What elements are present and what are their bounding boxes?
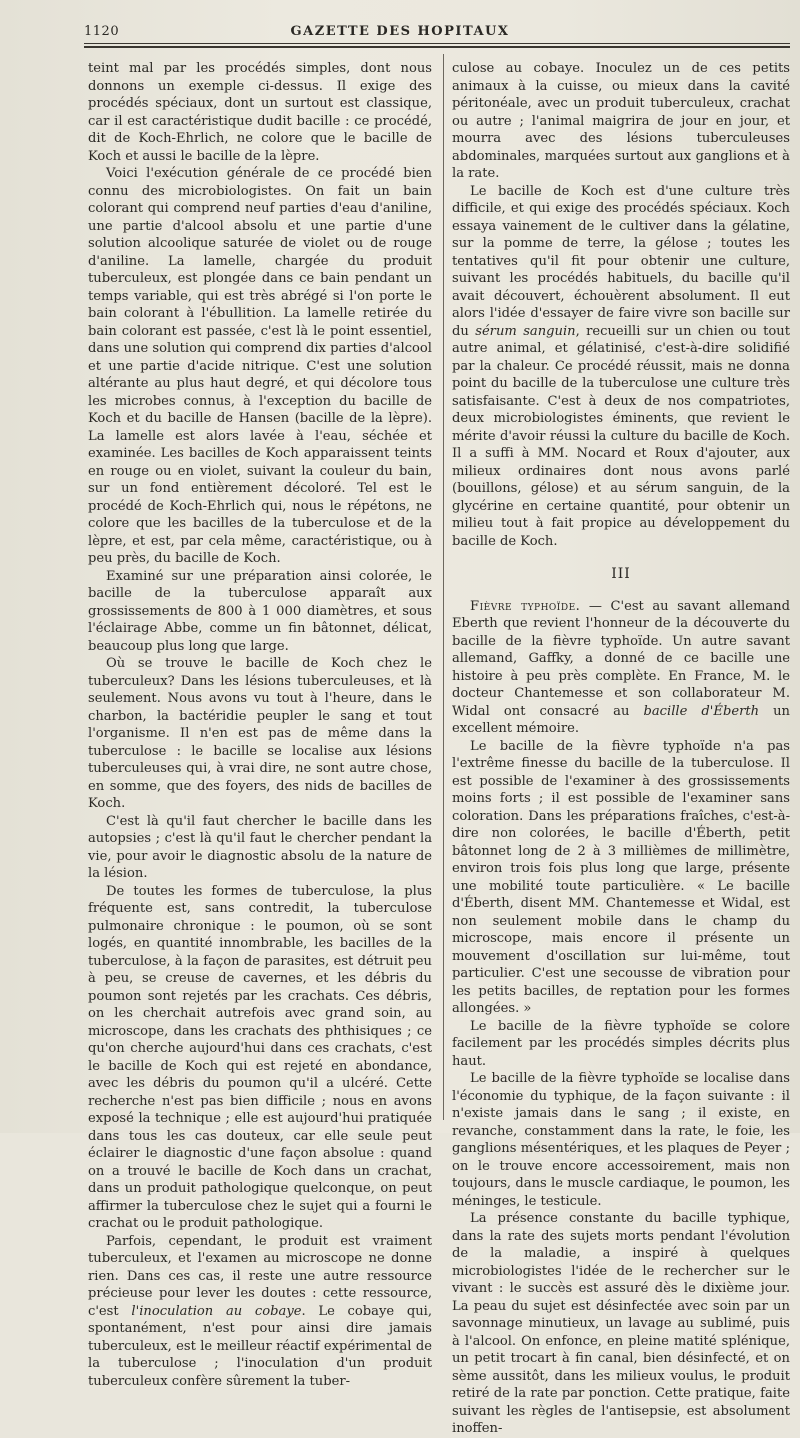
page-header [0, 0, 800, 48]
paragraph: Voici l'exécution générale de ce procédé bien connu des microbiologistes. On fait un bain colorant qui comprend neuf parties d'eau d'aniline, une partie d'alcool absolu et une partie d'une solution alcoolique saturée de violet ou de rouge d'aniline. La lamelle, chargée du produit tuberculeux, est plongée dans ce bain pendant un temps variable, qui est très abrégé si l'on porte le bain colorant à l'ébullition. La lamelle retirée du bain colorant est passée, c'est là le point essentiel, dans une solution qui comprend dix parties d'alcool et une partie d'acide nitrique. C'est une solution altérante au plus haut degré, et qui décolore tous les microbes connus, à l'exception du bacille de Koch et du bacille de Hansen (bacille de la lèpre). La lamelle est alors lavée à l'eau, séchée et examinée. Les bacilles de Koch apparaissent teints en rouge ou en violet, suivant la couleur du bain, sur un fond entièrement décoloré. Tel est le procédé de Koch-Ehrlich qui, nous le répétons, ne colore que les bacilles de la tuberculose et de la lèpre, et est, par cela même, caractéristique, ou à peu près, du bacille de Koch. [88, 166, 432, 566]
section-number: III [611, 566, 631, 582]
paragraph: C'est là qu'il faut chercher le bacille dans les autopsies ; c'est là qu'il faut le chercher pendant la vie, pour avoir le diagnostic absolu de la nature de la lésion. [88, 813, 432, 881]
paragraph: Le bacille de la fièvre typhoïde se localise dans l'économie du typhique, de la façon suivante : il n'existe jamais dans le sang ; il existe, en revanche, constamment dans la rate, le foie, les ganglions mésentériques, et les plaques de Peyer ; on le trouve encore accessoirement, mais non toujours, dans le muscle cardiaque, le poumon, les méninges, le testicule. [452, 1071, 790, 1209]
text-run: , recueilli sur un chien ou tout autre animal, et gélatinisé, c'est-à-dire solidifié par la chaleur. Ce procédé réussit, mais ne donna point du bacille de la tuberculose une culture très satisfaisante. C'est à deux de nos compatriotes, deux microbiologistes éminents, que revient le mérite d'avoir réussi la culture du bacille de Koch. Il a suffi à MM. Nocard et Roux d'ajouter, aux milieux ordinaires dont nous avons parlé (bouillons, gélose) et au sérum sanguin, de la glycérine en certaine quantité, pour obtenir un milieu tout à fait propice au développement du bacille de Koch. [452, 323, 790, 549]
text-run: — C'est au savant allemand Eberth que revient l'honneur de la découverte du bacille de la fièvre typhoïde. Un autre savant allemand, Gaffky, a donné de ce bacille une histoire à peu près complète. En France, M. le docteur Chantemesse et son collaborateur M. Widal ont consacré au [452, 598, 790, 719]
paragraph: La présence constante du bacille typhique, dans la rate des sujets morts pendant l'évolution de la maladie, a inspiré à quelques microbiologistes l'idée de le rechercher sur le vivant : le succès est assuré dès le dixième jour. La peau du sujet est désinfectée avec soin par un savonnage minutieux, un lavage au sublimé, puis à l'alcool. On enfonce, en pleine matité splénique, un petit trocart à fin canal, bien désinfecté, et on sème aussitôt, dans les milieux voulus, le produit retiré de la rate par ponction. Cette pratique, faite suivant les règles de l'antisepsie, est absolument inoffen- [452, 1211, 790, 1436]
section-lead: Fièvre typhoïde. [470, 598, 581, 614]
paragraph: Le bacille de la fièvre typhoïde n'a pas l'extrême finesse du bacille de la tuberculose. Il est possible de l'examiner à des grossissements moins forts ; il est possible de l'examiner sans coloration. Dans les préparations fraîches, c'est-à-dire non colorées, le bacille d'Éberth, petit bâtonnet long de 2 à 3 millièmes de millimètre, environ trois fois plus long que large, présente une mobilité toute particulière. « Le bacille d'Éberth, disent MM. Chantemesse et Widal, est non seulement mobile dans le champ du microscope, mais encore il présente un mouvement d'oscillation sur lui-même, tout particulier. C'est une secousse de vibration pour les petits bacilles, de reptation pour les formes allongées. » [452, 738, 790, 1016]
paragraph: teint mal par les procédés simples, dont nous donnons un exemple ci-dessus. Il exige des procédés spéciaux, dont un surtout est classique, car il est caractéristique dudit bacille : ce procédé, dit de Koch-Ehrlich, ne colore que le bacille de Koch et aussi le bacille de la lèpre. [88, 61, 432, 164]
italic-term: l'inoculation au cobaye [131, 1303, 302, 1319]
italic-term: bacille d'Éberth [643, 703, 760, 719]
header-rule [84, 43, 790, 44]
paragraph [452, 598, 790, 738]
text-run: Le bacille de Koch est d'une culture très difficile, et qui exige des procédés spéciaux. Koch essaya vainement de le cultiver dans la gélatine, sur la pomme de terre, la gélose ; toutes les tentatives qu'il fit pour obtenir une culture, suivant les procédés habituels, du bacille qu'il avait découvert, échouèrent absolument. Il eut alors l'idée d'essayer de faire vivre son bacille sur du [452, 183, 790, 339]
text-run: . Le cobaye qui, spontanément, n'est pour ainsi dire jamais tuberculeux, est le meilleur réactif expérimental de la tuberculose ; l'inoculation d'un produit tuberculeux confère sûrement la tuber- [88, 1303, 433, 1389]
journal-title: GAZETTE DES HOPITAUX [290, 24, 510, 39]
paragraph: Où se trouve le bacille de Koch chez le tuberculeux? Dans les lésions tuberculeuses, et là seulement. Nous avons vu tout à l'heure, dans le charbon, la bactéridie peupler le sang et tout l'organisme. Il n'en est pas de même dans la tuberculose : le bacille se localise aux lésions tuberculeuses qui, à vrai dire, ne sont autre chose, en somme, que des foyers, des nids de bacilles de Koch. [88, 656, 432, 811]
header-rule-thick [84, 46, 790, 48]
left-column [88, 60, 433, 1389]
italic-term: sérum sanguin [475, 323, 576, 339]
paragraph: De toutes les formes de tuberculose, la plus fréquente est, sans contredit, la tuberculose pulmonaire chronique : le poumon, où se sont logés, en quantité innombrable, les bacilles de la tuberculose, à la façon de parasites, est détruit peu à peu, se creuse de cavernes, et les débris du poumon sont rejetés par les crachats. Ces débris, on les cherchait autrefois avec grand soin, au microscope, dans les crachats des phthisiques ; ce qu'on cherche aujourd'hui dans ces crachats, c'est le bacille de Koch qui est rejeté en abondance, avec les débris du poumon qu'il a ulcéré. Cette recherche n'est pas bien difficile ; nous en avons exposé la technique ; elle est aujourd'hui pratiquée dans tous les cas douteux, car elle seule peut éclairer le diagnostic d'une façon absolue : quand on a trouvé le bacille de Koch dans un crachat, dans un produit pathologique quelconque, on peut affirmer la tuberculose chez le sujet qui a fourni le crachat ou le produit pathologique. [88, 883, 432, 1231]
page-number: 1120 [84, 24, 120, 39]
text-run: un excellent mémoire. [452, 703, 790, 736]
column-divider [443, 54, 444, 1120]
right-column [452, 60, 790, 1436]
text-run: Parfois, cependant, le produit est vraiment tuberculeux, et l'examen au microscope ne donne rien. Dans ces cas, il reste une autre ressource précieuse pour lever les doutes : cette ressource, c'est [88, 1233, 432, 1319]
paragraph [88, 1233, 432, 1391]
paragraph: Examiné sur une préparation ainsi colorée, le bacille de la tuberculose apparaît aux grossissements de 800 à 1 000 diamètres, et sous l'éclairage Abbe, comme un fin bâtonnet, délicat, beaucoup plus long que large. [88, 568, 432, 654]
paragraph [452, 183, 790, 551]
paragraph: Le bacille de la fièvre typhoïde se colore facilement par les procédés simples décrits plus haut. [452, 1018, 790, 1069]
paragraph: culose au cobaye. Inoculez un de ces petits animaux à la cuisse, ou mieux dans la cavité péritonéale, avec un produit tuberculeux, crachat ou autre ; l'animal maigrira de jour en jour, et mourra avec des lésions tuberculeuses abdominales, marquées surtout aux ganglions et à la rate. [452, 61, 790, 181]
